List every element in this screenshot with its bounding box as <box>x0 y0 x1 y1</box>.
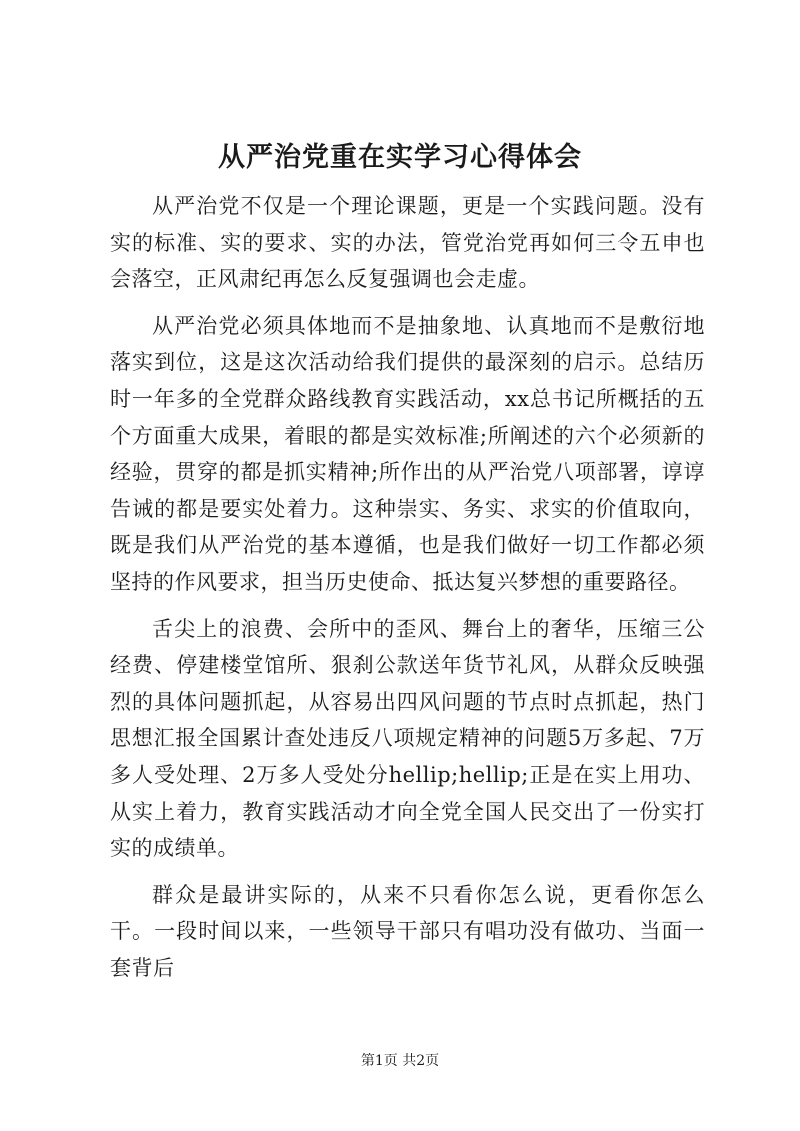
page-number-footer: 第1页 共2页 <box>360 1053 440 1069</box>
document-title: 从严治党重在实学习心得体会 <box>218 142 582 173</box>
paragraph-1: 从严治党不仅是一个理论课题，更是一个实践问题。没有实的标准、实的要求、实的办法，管党治党再如何三令五申也会落空，正风肃纪再怎么反复强调也会走虚。 <box>110 194 705 292</box>
paragraph-4: 群众是最讲实际的，从来不只看你怎么说，更看你怎么干。一段时间以来，一些领导干部只有唱功没有做功、当面一套背后 <box>110 882 705 980</box>
document-body <box>110 188 705 986</box>
paragraph-2: 从严治党必须具体地而不是抽象地、认真地而不是敷衍地落实到位，这是这次活动给我们提供的最深刻的启示。总结历时一年多的全党群众路线教育实践活动，xx总书记所概括的五个方面重大成果，着眼的都是实效标准;所阐述的六个必须新的经验，贯穿的都是抓实精神;所作出的从严治党八项部署，谆谆告诫的都是要实处着力。这种崇实、务实、求实的价值取向，既是我们从严治党的基本遵循，也是我们做好一切工作都必须坚持的作风要求，担当历史使命、抵达复兴梦想的重要路径。 <box>110 313 705 594</box>
paragraph-3: 舌尖上的浪费、会所中的歪风、舞台上的奢华，压缩三公经费、停建楼堂馆所、狠刹公款送年货节礼风，从群众反映强烈的具体问题抓起，从容易出四风问题的节点时点抓起，热门思想汇报全国累计查处违反八项规定精神的问题5万多起、7万多人受处理、2万多人受处分hellip;hellip;正是在实上用功、从实上着力，教育实践活动才向全党全国人民交出了一份实打实的成绩单。 <box>110 616 705 861</box>
